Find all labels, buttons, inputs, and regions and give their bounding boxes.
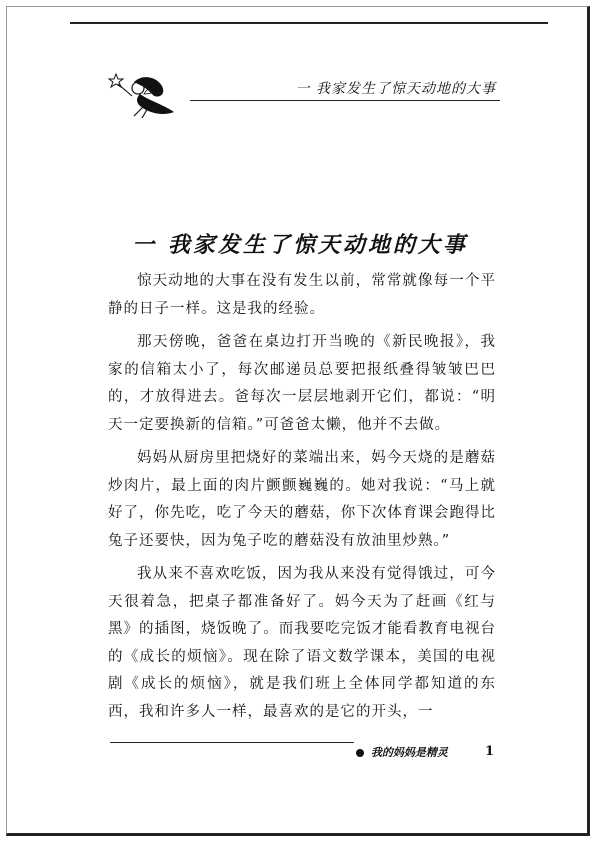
running-header (190, 78, 500, 101)
page-number: 1 (484, 744, 494, 759)
body-text (108, 268, 496, 732)
footer (356, 744, 500, 764)
running-header-title: 一 我家发生了惊天动地的大事 (295, 81, 496, 97)
paragraph: 那天傍晚，爸爸在桌边打开当晚的《新民晚报》，我家的信箱太小了，每次邮递员总要把报纸叠得皱皱巴巴的，才放得进去。爸每次一层层地剥开它们，都说：“明天一定要换新的信箱。”可爸爸太懒，他并不去做。 (108, 334, 496, 433)
top-rule (70, 22, 548, 24)
paragraph: 惊天动地的大事在没有发生以前，常常就像每一个平静的日子一样。这是我的经验。 (108, 273, 496, 317)
footer-rule (110, 742, 354, 743)
paragraph: 我从来不喜欢吃饭，因为我从来没有觉得饿过，可今天很着急，把桌子都准备好了。妈今天为了赶画《红与黑》的插图，烧饭晚了。而我要吃完饭才能看教育电视台的《成长的烦恼》。现在除了语文数学课本，美国的电视剧《成长的烦恼》，就是我们班上全体同学都知道的东西，我和许多人一样，最喜欢的是它的开头，一 (108, 566, 496, 720)
fairy-illustration-icon (104, 66, 184, 126)
paragraph: 妈妈从厨房里把烧好的菜端出来，妈今天烧的是蘑菇炒肉片，最上面的肉片颤颤巍巍的。她对我说：“马上就好了，你先吃，吃了今天的蘑菇，你下次体育课会跑得比兔子还要快，因为兔子吃的蘑菇没有放油里炒熟。” (108, 450, 496, 549)
chapter-title: 一 我家发生了惊天动地的大事 (132, 232, 468, 258)
footer-book-title: 我的妈妈是精灵 (370, 746, 448, 759)
bullet-icon (356, 749, 364, 757)
